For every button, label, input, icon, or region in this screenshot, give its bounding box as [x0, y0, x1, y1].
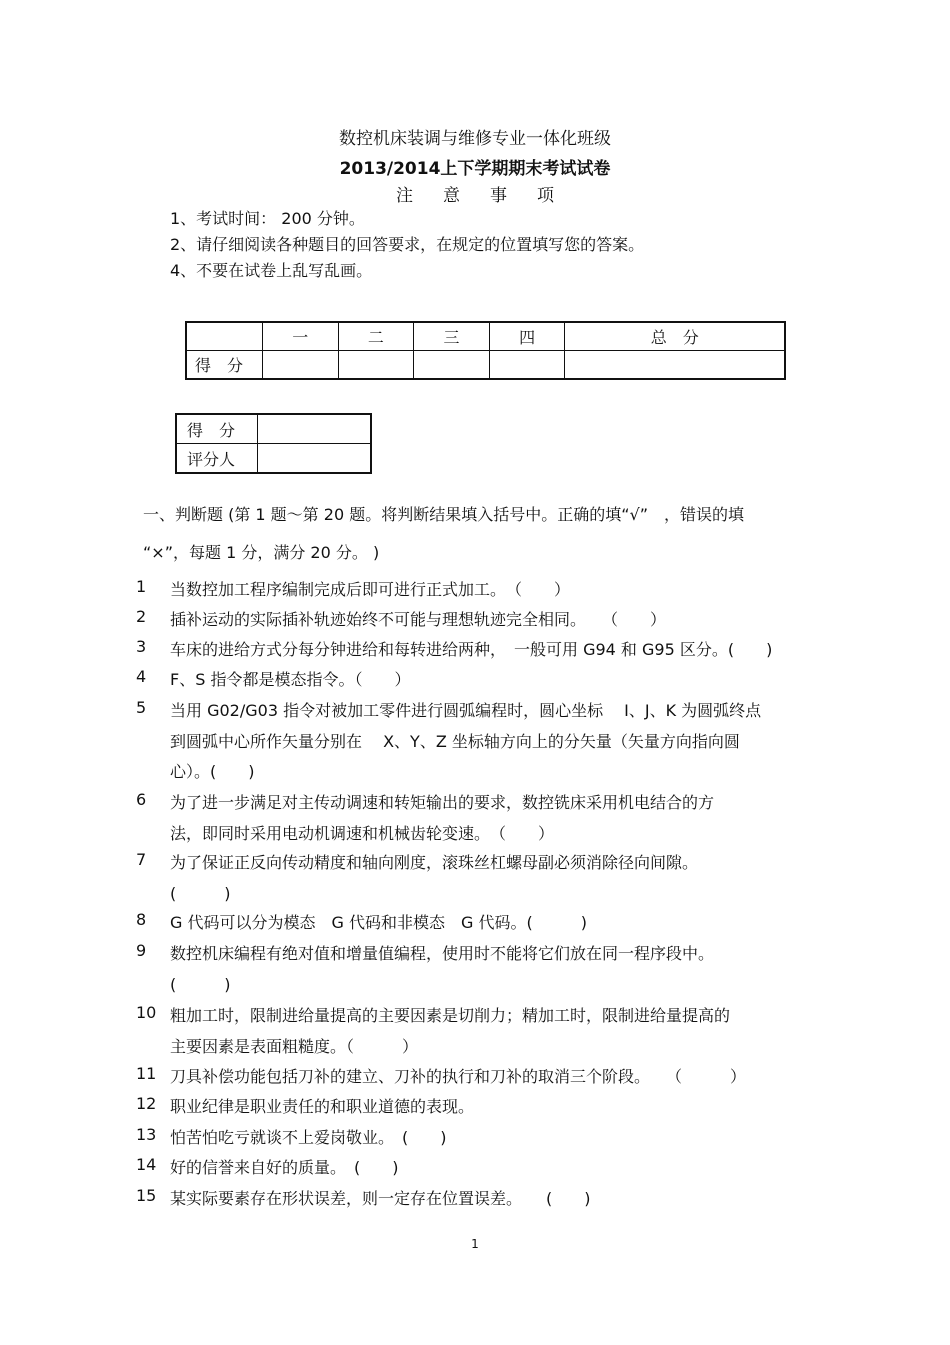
grader-name-cell[interactable]	[258, 444, 372, 474]
question-text-line: 到圆弧中心所作矢量分别在 X、Y、Z 坐标轴方向上的分矢量（矢量方向指向圆	[170, 731, 740, 751]
question-number: 14	[136, 1155, 157, 1174]
question-text-line: 法，即同时采用电动机调速和机械齿轮变速。 （ ）	[170, 823, 555, 843]
question-text-line: 职业纪律是职业责任的和职业道德的表现。	[170, 1097, 475, 1116]
question-text-line: 数控机床编程有绝对值和增量值编程，使用时不能将它们放在同一程序段中。	[170, 944, 715, 963]
score-table-header-row	[186, 322, 785, 351]
exam-title: 数控机床装调与维修专业一体化班级	[339, 129, 611, 149]
section-1-heading-cont: “×”，每题 1 分，满分 20 分。 )	[143, 543, 380, 562]
question-text-line: 怕苦怕吃亏就谈不上爱岗敬业。 ( )	[170, 1128, 447, 1147]
question-text-line: 插补运动的实际插补轨迹始终不可能与理想轨迹完全相同。 （ ）	[170, 610, 667, 629]
question-text-line: 刀具补偿功能包括刀补的建立、刀补的执行和刀补的取消三个阶段。 （ ）	[170, 1067, 747, 1086]
question-text-line: 为了进一步满足对主传动调速和转矩输出的要求，数控铣床采用机电结合的方	[170, 793, 715, 812]
grader-table	[175, 413, 372, 474]
question-text-line: 当数控加工程序编制完成后即可进行正式加工。 （ ）	[170, 580, 571, 599]
notice-3: 4、不要在试卷上乱写乱画。	[170, 261, 373, 280]
score-table	[185, 321, 786, 380]
question-number: 1	[136, 577, 147, 596]
question-number: 6	[136, 790, 147, 809]
notice-title: 注意事项	[396, 186, 584, 206]
grader-score-row	[176, 414, 371, 444]
grader-name-label: 评分人	[176, 444, 258, 474]
score-cell-3[interactable]	[414, 351, 490, 380]
question-text-line: F、S 指令都是模态指令。（ ）	[170, 670, 411, 689]
exam-subtitle: 2013/2014上下学期期末考试试卷	[339, 159, 611, 179]
question-number: 11	[136, 1064, 157, 1083]
question-text-line: 车床的进给方式分每分钟进给和每转进给两种， 一般可用 G94 和 G95 区分。( )	[170, 640, 773, 659]
grader-score-label: 得 分	[176, 414, 258, 444]
score-cell-2[interactable]	[338, 351, 414, 380]
score-cell-total[interactable]	[565, 351, 785, 380]
question-text-line: 主要因素是表面粗糙度。（ ）	[170, 1036, 419, 1056]
grader-score-cell[interactable]	[258, 414, 372, 444]
page-number: 1	[471, 1237, 479, 1251]
question-number: 15	[136, 1186, 157, 1205]
question-number: 13	[136, 1125, 157, 1144]
question-number: 3	[136, 637, 147, 656]
grader-name-row	[176, 444, 371, 474]
question-number: 5	[136, 698, 147, 717]
score-header-1: 一	[263, 322, 339, 351]
question-number: 2	[136, 607, 147, 626]
notice-1: 1、考试时间： 200 分钟。	[170, 209, 365, 228]
score-header-2: 二	[338, 322, 414, 351]
question-number: 10	[136, 1003, 157, 1022]
question-number: 4	[136, 667, 147, 686]
score-table-score-row	[186, 351, 785, 380]
question-number: 9	[136, 941, 147, 960]
question-number: 12	[136, 1094, 157, 1113]
score-cell-1[interactable]	[263, 351, 339, 380]
question-text-line: 粗加工时，限制进给量提高的主要因素是切削力；精加工时，限制进给量提高的	[170, 1006, 731, 1025]
score-cell-4[interactable]	[489, 351, 565, 380]
score-table-corner	[186, 322, 263, 351]
section-1-heading: 一、判断题 (第 1 题～第 20 题。将判断结果填入括号中。正确的填“√” ，错误的填	[143, 505, 744, 524]
question-text-line: ( )	[170, 974, 231, 994]
score-row-label: 得 分	[186, 351, 263, 380]
question-text-line: G 代码可以分为模态 G 代码和非模态 G 代码。( )	[170, 913, 587, 932]
question-text-line: 某实际要素存在形状误差，则一定存在位置误差。 ( )	[170, 1189, 591, 1208]
question-text-line: 当用 G02/G03 指令对被加工零件进行圆弧编程时，圆心坐标 I、J、K 为圆弧终点	[170, 701, 762, 720]
question-text-line: 心）。( )	[170, 762, 255, 781]
question-text-line: 为了保证正反向传动精度和轴向刚度，滚珠丝杠螺母副必须消除径向间隙。	[170, 853, 699, 872]
notice-2: 2、请仔细阅读各种题目的回答要求，在规定的位置填写您的答案。	[170, 235, 645, 254]
question-number: 7	[136, 850, 147, 869]
question-text-line: 好的信誉来自好的质量。 ( )	[170, 1158, 399, 1177]
score-header-total: 总 分	[565, 322, 785, 351]
score-header-4: 四	[489, 322, 565, 351]
question-text-line: ( )	[170, 883, 231, 903]
question-number: 8	[136, 910, 147, 929]
score-header-3: 三	[414, 322, 490, 351]
